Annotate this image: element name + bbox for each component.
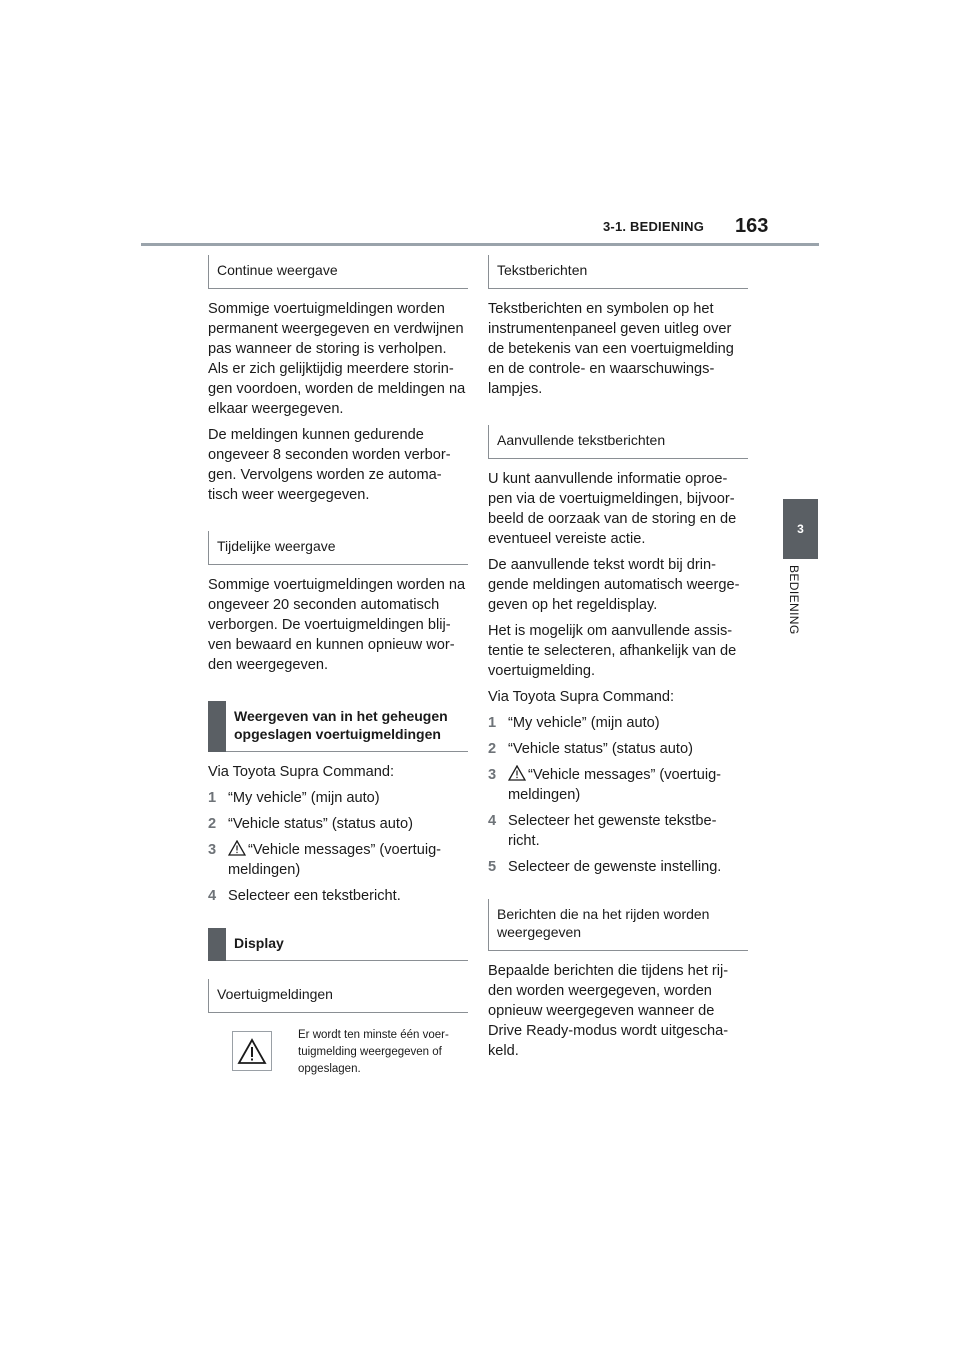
list-item	[488, 713, 748, 733]
paragraph: Het is mogelijk om aanvullende assis-tentie te selecteren, afhankelijk van de voertuigmelding.	[488, 623, 737, 679]
step-text: Selecteer de gewenste instelling.	[508, 859, 722, 875]
right-column	[488, 255, 748, 1067]
list-item	[208, 814, 468, 834]
paragraph: Sommige voertuigmeldingen worden permanent weergegeven en verdwijnen pas wanneer de storing is verholpen. Als er zich gelijktijdig meerdere storin-gen voordoen, worden de meldingen na elkaar weergegeven.	[208, 301, 466, 417]
heading-stored-messages	[208, 701, 468, 752]
step-number: 3	[208, 842, 217, 858]
step-text: “My vehicle” (mijn auto)	[228, 790, 380, 806]
heading-display	[208, 928, 468, 961]
list-item	[488, 739, 748, 759]
warning-note	[208, 1027, 468, 1078]
chapter-tab	[783, 499, 818, 559]
step-text: “Vehicle status” (status auto)	[508, 741, 693, 757]
paragraph: De aanvullende tekst wordt bij drin-gende meldingen automatisch weerge-geven op het regeldisplay.	[488, 557, 740, 613]
warning-triangle-icon	[228, 840, 246, 856]
step-text: “Vehicle status” (status auto)	[228, 816, 413, 832]
step-number: 5	[488, 859, 497, 875]
list-item	[488, 811, 748, 851]
step-number: 1	[488, 715, 497, 731]
chapter-number: 3	[797, 522, 804, 536]
paragraph: Bepaalde berichten die tijdens het rij-den worden weergegeven, worden opnieuw weergegeven wanneer de Drive Ready-modus wordt uitgescha-keld.	[488, 963, 729, 1059]
section-title: 3-1. BEDIENING	[603, 219, 705, 234]
step-number: 1	[208, 790, 217, 806]
left-column	[208, 255, 468, 1078]
paragraph: U kunt aanvullende informatie oproe-pen via de voertuigmeldingen, bijvoor-beeld de oorzaak van de storing en de eventueel vereiste actie.	[488, 471, 737, 547]
heading-after-drive: Berichten die na het rijden worden weergegeven	[488, 899, 748, 951]
paragraph: Tekstberichten en symbolen op het instrumentenpaneel geven uitleg over de betekenis van een voertuigmelding en de controle- en waarschuwings-lampjes.	[488, 301, 734, 397]
paragraph: De meldingen kunnen gedurende ongeveer 8 seconden worden verbor-gen. Vervolgens worden ze automa-tisch weer weergegeven.	[208, 427, 451, 503]
heading-text-messages: Tekstberichten	[488, 255, 748, 289]
heading-text: Weergeven van in het geheugen opgeslagen voertuigmeldingen	[234, 708, 448, 742]
header-rule	[141, 243, 819, 246]
intro-text: Via Toyota Supra Command:	[208, 764, 395, 780]
warning-triangle-icon	[508, 765, 526, 781]
chapter-label-text: BEDIENING	[787, 565, 801, 635]
step-number: 4	[488, 813, 497, 829]
list-item	[208, 840, 468, 880]
list-item	[208, 886, 468, 906]
heading-temporary: Tijdelijke weergave	[208, 531, 468, 565]
heading-continue: Continue weergave	[208, 255, 468, 289]
heading-additional-messages: Aanvullende tekstberichten	[488, 425, 748, 459]
list-item	[488, 765, 748, 805]
page-number: 163	[735, 215, 769, 237]
step-number: 4	[208, 888, 217, 904]
step-text: “My vehicle” (mijn auto)	[508, 715, 660, 731]
paragraph: Sommige voertuigmeldingen worden na ongeveer 20 seconden automatisch verborgen. De voertuigmeldingen blij-ven bewaard en kunnen opnieuw wor-den weergegeven.	[208, 577, 466, 673]
warning-text: Er wordt ten minste één voer-tuigmelding weergegeven of opgeslagen.	[298, 1029, 449, 1075]
step-number: 2	[208, 816, 217, 832]
list-item	[488, 857, 748, 877]
step-text: “Vehicle messages” (voertuig-meldingen)	[508, 767, 722, 803]
step-text: “Vehicle messages” (voertuig-meldingen)	[228, 842, 442, 878]
step-text: Selecteer een tekstbericht.	[228, 888, 401, 904]
step-text: Selecteer het gewenste tekstbe-richt.	[508, 813, 717, 849]
step-number: 2	[488, 741, 497, 757]
heading-vehicle-messages: Voertuigmeldingen	[208, 979, 468, 1013]
warning-triangle-icon	[237, 1038, 267, 1065]
intro-text: Via Toyota Supra Command:	[488, 689, 675, 705]
step-number: 3	[488, 767, 497, 783]
list-item	[208, 788, 468, 808]
warning-icon-box	[232, 1031, 272, 1071]
heading-text: Display	[234, 935, 284, 951]
chapter-label	[787, 565, 803, 685]
